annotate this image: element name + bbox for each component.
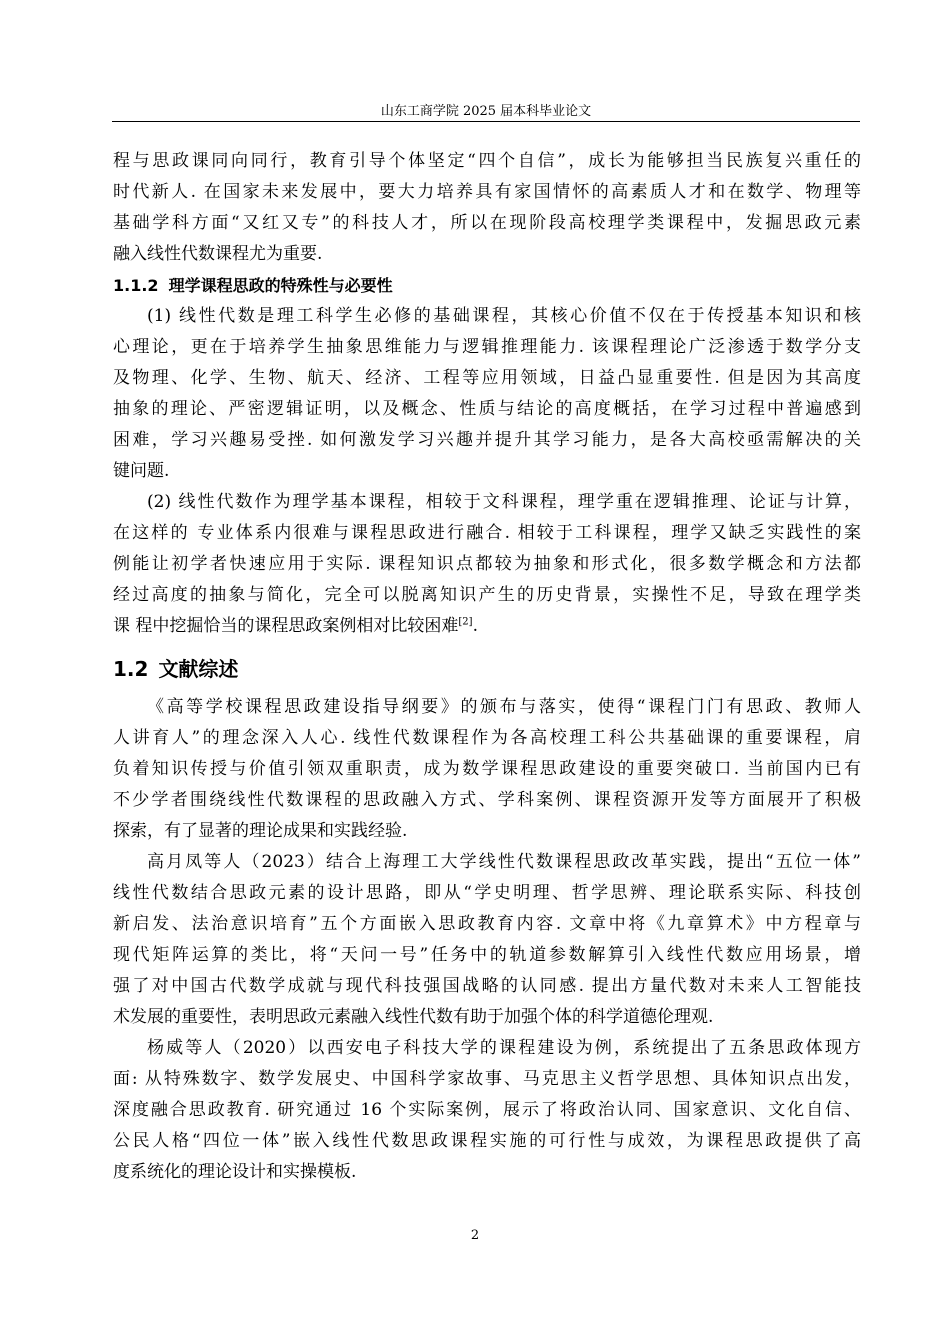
text-line: 键问题. xyxy=(113,461,170,481)
text-line: 《高等学校课程思政建设指导纲要》的颁布与落实，使得“课程门门有思政、教师人 xyxy=(147,697,861,717)
text-line: 时代新人. 在国家未来发展中，要大力培养具有家国情怀的高素质人才和在数学、物理等 xyxy=(113,182,861,202)
paragraph-1-2-2 xyxy=(113,847,861,1033)
text-line: 人讲育人”的理念深入人心. 线性代数课程作为各高校理工科公共基础课的重要课程，肩 xyxy=(113,728,861,748)
text-line: 术发展的重要性，表明思政元素融入线性代数有助于加强个体的科学道德伦理观. xyxy=(113,1007,714,1027)
text-line: (2) 线性代数作为理学基本课程，相较于文科课程，理学重在逻辑推理、论证与计算， xyxy=(147,492,861,512)
text-line: 抽象的理论、严密逻辑证明，以及概念、性质与结论的高度概括，在学习过程中普遍感到 xyxy=(113,399,861,419)
text-line: 现代矩阵运算的类比，将“天问一号”任务中的轨道参数解算引入线性代数应用场景，增 xyxy=(113,945,861,965)
text-line: 心理论，更在于培养学生抽象思维能力与逻辑推理能力. 该课程理论广泛渗透于数学分支 xyxy=(113,337,861,357)
paragraph-1-1-2-item-2 xyxy=(113,487,861,642)
text-line: 度系统化的理论设计和实操模板. xyxy=(113,1162,357,1182)
text-span: 课 程中挖掘恰当的课程思政案例相对比较困难 xyxy=(113,616,459,636)
text-line: 在这样的 专业体系内很难与课程思政进行融合. 相较于工科课程，理学又缺乏实践性的案 xyxy=(113,523,861,543)
text-line: 融入线性代数课程尤为重要. xyxy=(113,244,323,264)
header-rule xyxy=(112,121,860,122)
text-line: 深度融合思政教育. 研究通过 16 个实际案例，展示了将政治认同、国家意识、文化自信、 xyxy=(113,1100,861,1120)
section-heading-1-2 xyxy=(113,648,861,688)
text-line: 负着知识传授与价值引领双重职责，成为数学课程思政建设的重要突破口. 当前国内已有 xyxy=(113,759,861,779)
running-header: 山东工商学院 2025 届本科毕业论文 xyxy=(380,104,592,119)
text-line: 困难，学习兴趣易受挫. 如何激发学习兴趣并提升其学习能力，是各大高校亟需解决的关 xyxy=(113,430,861,450)
paragraph-1-2-1 xyxy=(113,692,861,847)
page-body xyxy=(113,146,861,1188)
text-line: 高月凤等人（2023）结合上海理工大学线性代数课程思政改革实践，提出“五位一体” xyxy=(147,852,861,872)
text-line: 线性代数结合思政元素的设计思路，即从“学史明理、哲学思辨、理论联系实际、科技创 xyxy=(113,883,861,903)
text-line: 及物理、化学、生物、航天、经济、工程等应用领域，日益凸显重要性. 但是因为其高度 xyxy=(113,368,861,388)
text-line: 不少学者围绕线性代数课程的思政融入方式、学科案例、课程资源开发等方面展开了积极 xyxy=(113,790,861,810)
text-line: 杨威等人（2020）以西安电子科技大学的课程建设为例，系统提出了五条思政体现方 xyxy=(147,1038,861,1058)
section-number: 1.1.2 xyxy=(113,276,159,295)
text-line: (1) 线性代数是理工科学生必修的基础课程，其核心价值不仅在于传授基本知识和核 xyxy=(147,306,861,326)
section-number: 1.2 xyxy=(113,657,149,681)
text-line: 面: 从特殊数字、数学发展史、中国科学家故事、马克思主义哲学思想、具体知识点出发， xyxy=(113,1069,861,1089)
text-line: 经过高度的抽象与简化，完全可以脱离知识产生的历史背景，实操性不足，导致在理学类 xyxy=(113,585,861,605)
citation-mark: [2] xyxy=(458,616,473,628)
text-line: 新启发、法治意识培育”五个方面嵌入思政教育内容. 文章中将《九章算术》中方程章与 xyxy=(113,914,861,934)
page-number: 2 xyxy=(470,1228,480,1243)
paragraph-continuation xyxy=(113,146,861,270)
text-line: 基础学科方面“又红又专”的科技人才，所以在现阶段高校理学类课程中，发掘思政元素 xyxy=(113,213,861,233)
paragraph-1-1-2-item-1 xyxy=(113,301,861,487)
section-title: 文献综述 xyxy=(158,657,239,681)
text-line: 程与思政课同向同行，教育引导个体坚定“四个自信”，成长为能够担当民族复兴重任的 xyxy=(113,151,861,171)
section-heading-1-1-2 xyxy=(113,270,861,301)
text-line: 强了对中国古代数学成就与现代科技强国战略的认同感. 提出方量代数对未来人工智能技 xyxy=(113,976,861,996)
section-title: 理学课程思政的特殊性与必要性 xyxy=(168,276,393,295)
text-line xyxy=(113,611,861,642)
text-span: . xyxy=(472,616,478,636)
text-line: 例能让初学者快速应用于实际. 课程知识点都较为抽象和形式化，很多数学概念和方法都 xyxy=(113,554,861,574)
text-line: 公民人格“四位一体”嵌入线性代数思政课程实施的可行性与成效，为课程思政提供了高 xyxy=(113,1131,861,1151)
text-line: 探索，有了显著的理论成果和实践经验. xyxy=(113,821,408,841)
paragraph-1-2-3 xyxy=(113,1033,861,1188)
